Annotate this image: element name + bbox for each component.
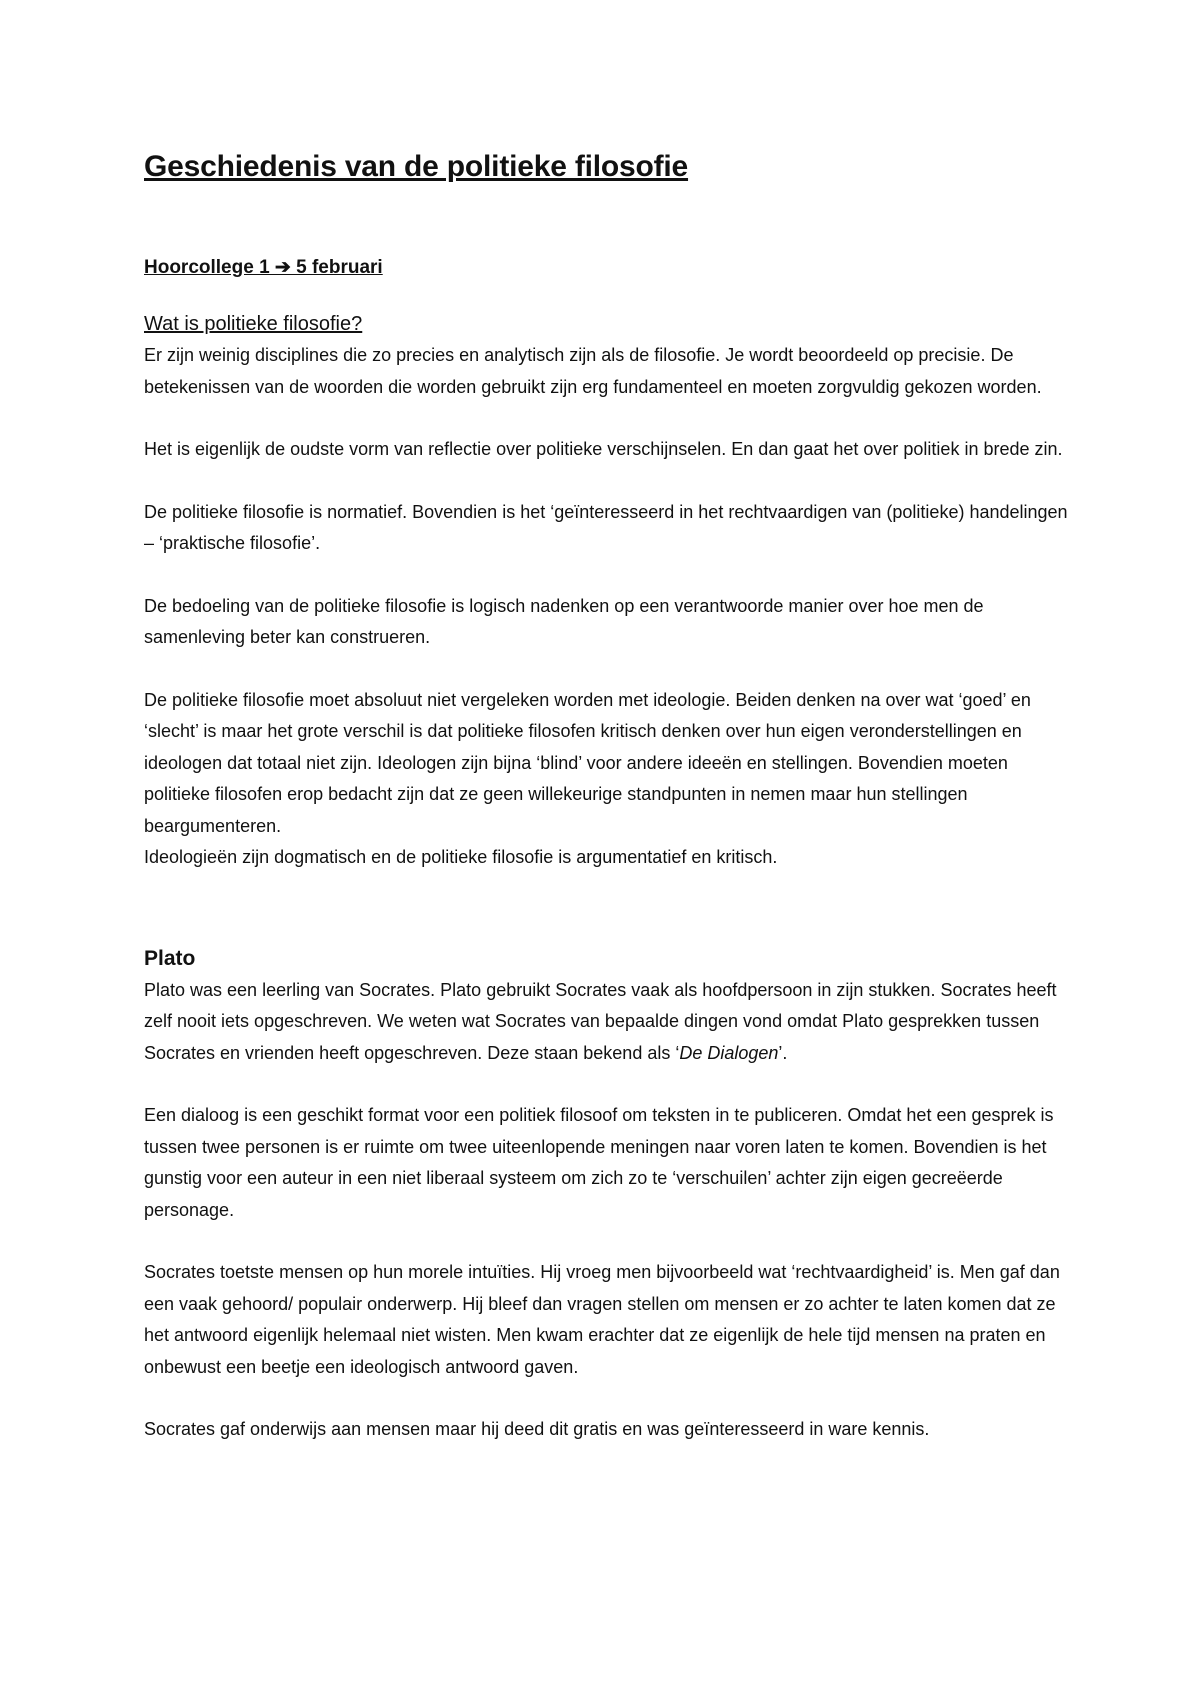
paragraph: Er zijn weinig disciplines die zo precies en analytisch zijn als de filosofie. Je wordt beoordeeld op precisie. De betekenissen van de woorden die worden gebruikt zijn erg fundamenteel en moeten zorgvuldig gekozen worden. bbox=[144, 345, 1042, 397]
document-title: Geschiedenis van de politieke filosofie bbox=[144, 150, 689, 183]
section-spacer bbox=[144, 905, 1080, 947]
section-heading-plato: Plato bbox=[144, 946, 196, 970]
paragraph-plato-intro bbox=[144, 975, 1074, 1070]
paragraph: Socrates gaf onderwijs aan mensen maar hij deed dit gratis en was geïnteresseerd in ware kennis. bbox=[144, 1419, 930, 1439]
paragraph: De bedoeling van de politieke filosofie is logisch nadenken op een verantwoorde manier over hoe men de samenleving beter kan construeren. bbox=[144, 595, 984, 647]
paragraph: De politieke filosofie is normatief. Bovendien is het ‘geïnteresseerd in het rechtvaardigen van (politieke) handelingen – ‘praktische filosofie’. bbox=[144, 501, 1068, 553]
paragraph: De politieke filosofie moet absoluut niet vergeleken worden met ideologie. Beiden denken na over wat ‘goed’ en ‘slecht’ is maar het grote verschil is dat politieke filosofen kritisch denken over hun eigen veronderstellingen en ideologen dat totaal niet zijn. Ideologen zijn bijna ‘blind’ voor andere ideeën en stellingen. Bovendien moeten politieke filosofen erop bedacht zijn dat ze geen willekeurige standpunten in nemen maar hun stellingen beargumenteren. bbox=[144, 689, 1031, 836]
paragraph: Socrates toetste mensen op hun morele intuïties. Hij vroeg men bijvoorbeeld wat ‘rechtvaardigheid’ is. Men gaf dan een vaak gehoord/ populair onderwerp. Hij bleef dan vragen stellen om mensen er zo achter te laten komen dat ze het antwoord eigenlijk helemaal niet wisten. Men kwam erachter dat ze eigenlijk de hele tijd mensen na praten en onbewust een beetje een ideologisch antwoord gaven. bbox=[144, 1262, 1060, 1377]
paragraph-text-end: ’. bbox=[778, 1042, 788, 1063]
section-heading-what-is-political-philosophy: Wat is politieke filosofie? bbox=[144, 313, 363, 335]
italic-title-de-dialogen: De Dialogen bbox=[679, 1042, 779, 1063]
paragraph-text: Plato was een leerling van Socrates. Plato gebruikt Socrates vaak als hoofdpersoon in zijn stukken. Socrates heeft zelf nooit iets opgeschreven. We weten wat Socrates van bepaalde dingen vond omdat Plato gesprekken tussen Socrates en vrienden heeft opgeschreven. Deze staan bekend als ‘ bbox=[144, 979, 1057, 1063]
paragraph: Ideologieën zijn dogmatisch en de politieke filosofie is argumentatief en kritisch. bbox=[144, 847, 778, 867]
paragraph: Het is eigenlijk de oudste vorm van reflectie over politieke verschijnselen. En dan gaat het over politiek in brede zin. bbox=[144, 439, 1063, 459]
paragraph: Een dialoog is een geschikt format voor een politiek filosoof om teksten in te publiceren. Omdat het een gesprek is tussen twee personen is er ruimte om twee uiteenlopende meningen naar voren laten te komen. Bovendien is het gunstig voor een auteur in een niet liberaal systeem om zich zo te ‘verschuilen’ achter zijn eigen gecreëerde personage. bbox=[144, 1105, 1054, 1220]
lecture-heading: Hoorcollege 1 ➔ 5 februari bbox=[144, 257, 383, 278]
